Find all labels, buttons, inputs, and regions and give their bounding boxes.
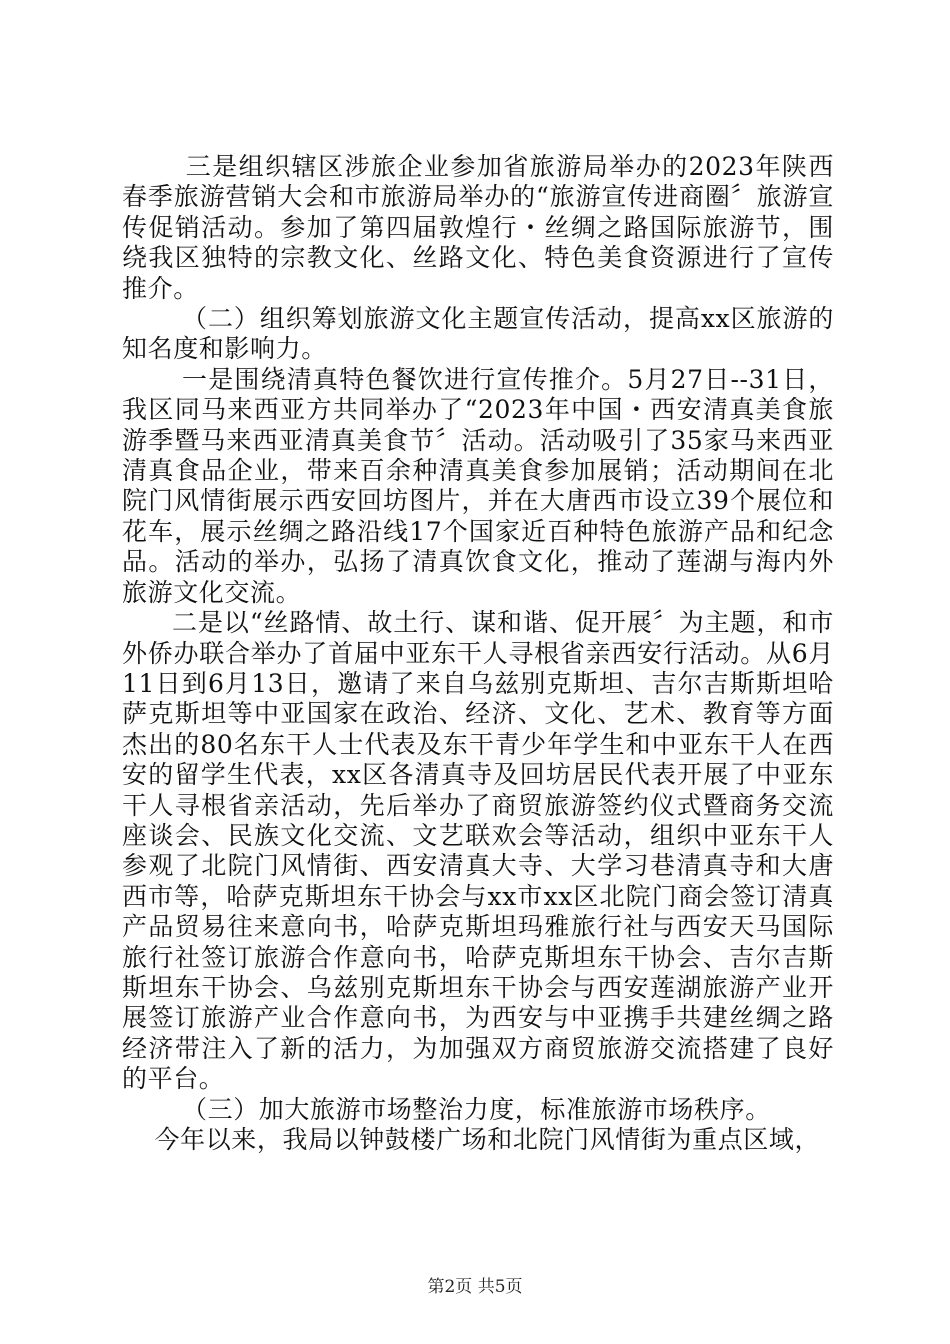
section-heading-3: （三）加大旅游市场整治力度，标准旅游市场秩序。 (182, 1094, 771, 1124)
paragraph-dungan-visit: 二是以“丝路情、故土行、谋和谐、促开展〞为主题，和市外侨办联合举办了首届中亚东干人寻根省亲西安行活动。从6月11日到6月13日，邀请了来自乌兹别克斯坦、吉尔吉斯斯坦哈萨克斯坦等中亚国家在政治、经济、文化、艺术、教育等方面杰出的80名东干人士代表及东干青少年学生和中亚东干人在西安的留学生代表，xx区各清真寺及回坊居民代表开展了中亚东干人寻根省亲活动，先后举办了商贸旅游签约仪式暨商务交流座谈会、民族文化交流、文艺联欢会等活动，组织中亚东干人参观了北院门风情街、西安清真大寺、大学习巷清真寺和大唐西市等，哈萨克斯坦东干协会与xx市xx区北院门商会签订清真产品贸易往来意向书，哈萨克斯坦玛雅旅行社与西安天马国际旅行社签订旅游合作意向书，哈萨克斯坦东干协会、吉尔吉斯斯坦东干协会、乌兹别克斯坦东干协会与西安莲湖旅游产业开展签订旅游产业合作意向书，为西安与中亚携手共建丝绸之路经济带注入了新的活力，为加强双方商贸旅游交流搭建了良好的平台。 (122, 608, 834, 1094)
paragraph-trade-fair-promotion: 三是组织辖区涉旅企业参加省旅游局举办的2023年陕西春季旅游营销大会和市旅游局举办的“旅游宣传进商圈〞旅游宣传促销活动。参加了第四届敦煌行・丝绸之路国际旅游节，围绕我区独特的宗教文化、丝路文化、特色美食资源进行了宣传推介。 (122, 152, 834, 303)
paragraph-halal-food-festival: 一是围绕清真特色餐饮进行宣传推介。5月27日--31日，我区同马来西亚方共同举办了“2023年中国・西安清真美食旅游季暨马来西亚清真美食节〞活动。活动吸引了35家马来西亚清真食品企业，带来百余种清真美食参加展销；活动期间在北院门风情街展示西安回坊图片，并在大唐西市设立39个展位和花车，展示丝绸之路沿线17个国家近百种特色旅游产品和纪念品。活动的举办，弘扬了清真饮食文化，推动了莲湖与海内外旅游文化交流。 (122, 364, 834, 607)
section-heading-2: （二）组织筹划旅游文化主题宣传活动，提高xx区旅游的知名度和影响力。 (122, 304, 834, 364)
page-number-footer: 第2页 共5页 (427, 1277, 523, 1297)
document-body (122, 152, 834, 1155)
paragraph-market-regulation: 今年以来，我局以钟鼓楼广场和北院门风情街为重点区域， (154, 1125, 821, 1154)
